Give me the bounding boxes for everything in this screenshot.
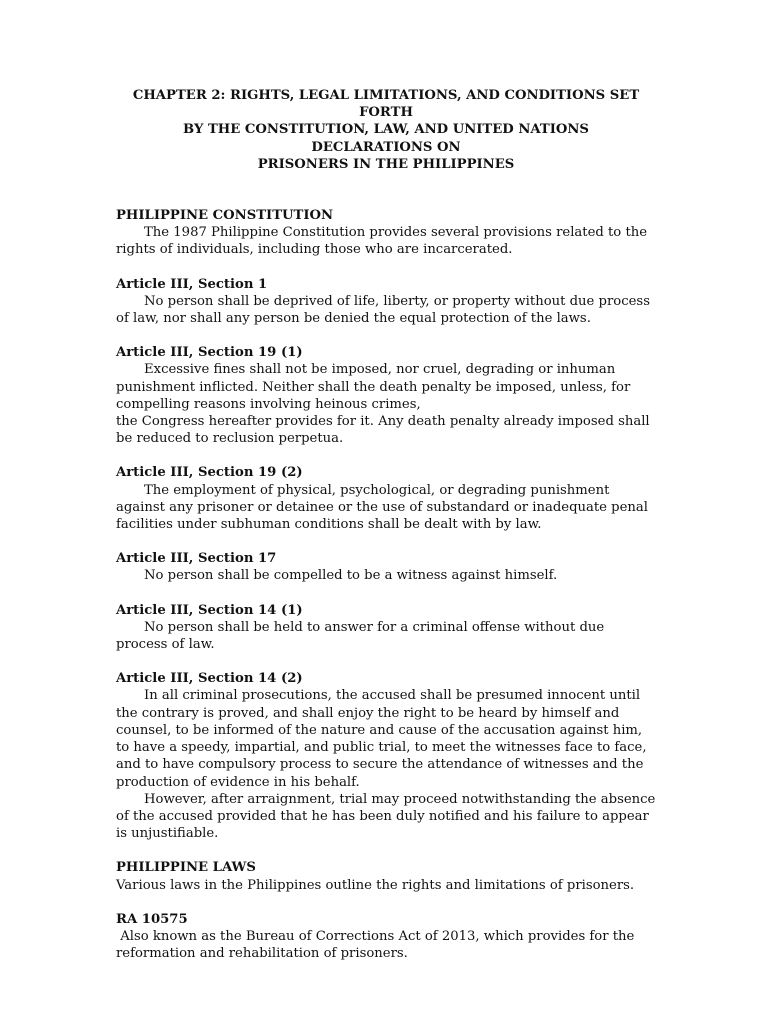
section-heading: Article III, Section 14 (1): [116, 602, 303, 618]
section-heading: PHILIPPINE CONSTITUTION: [116, 208, 334, 224]
section-art3-sec17: [116, 550, 656, 584]
section-text: Various laws in the Philippines outline the rights and limitations of prisoners.: [116, 877, 635, 893]
chapter-title-line: CHAPTER 2: RIGHTS, LEGAL LIMITATIONS, AND CONDITIONS SET FORTH: [132, 88, 640, 121]
section-heading: Article III, Section 19 (1): [116, 345, 303, 361]
section-laws: [116, 859, 656, 893]
section-art3-sec14-2: [116, 670, 656, 842]
section-text: However, after arraignment, trial may proceed notwithstanding the absence of the accused provided that he has been duly notified and his failure to appear is unjustifiable.: [116, 791, 656, 842]
section-text: The 1987 Philippine Constitution provides several provisions related to the rights of individuals, including those who are incarcerated.: [116, 225, 648, 258]
section-art3-sec1: [116, 276, 656, 328]
section-heading: Article III, Section 14 (2): [116, 671, 303, 687]
section-heading: Article III, Section 19 (2): [116, 465, 303, 481]
chapter-title: [116, 87, 656, 173]
section-heading: Article III, Section 1: [116, 276, 268, 292]
section-art3-sec19-2: [116, 464, 656, 533]
section-text: In all criminal prosecutions, the accused shall be presumed innocent until the contrary is proved, and shall enjoy the right to be heard by himself and counsel, to be informed of the nature and cause of the accusation against him, to have a speedy, impartial, and public trial, to meet the witnesses face to face, and to have compulsory process to secure the attendance of witnesses and the production of evidence in his behalf.: [116, 688, 647, 790]
section-heading: PHILIPPINE LAWS: [116, 860, 256, 876]
section-constitution: [116, 207, 656, 259]
section-heading: Article III, Section 17: [116, 551, 277, 567]
section-text: No person shall be compelled to be a witness against himself.: [144, 568, 558, 584]
section-ra10575: [116, 911, 656, 963]
section-text: Excessive fines shall not be imposed, nor cruel, degrading or inhuman punishment inflicted. Neither shall the death penalty be imposed, unless, for compelling reasons involving heinous crimes,: [116, 362, 631, 412]
section-art3-sec19-1: [116, 344, 656, 447]
section-text: The employment of physical, psychological, or degrading punishment against any prisoner or detainee or the use of substandard or inadequate penal facilities under subhuman conditions shall be dealt with by law.: [116, 482, 648, 533]
chapter-title-line: BY THE CONSTITUTION, LAW, AND UNITED NATIONS DECLARATIONS ON: [183, 122, 589, 155]
section-text: No person shall be deprived of life, liberty, or property without due process of law, nor shall any person be denied the equal protection of the laws.: [116, 293, 650, 327]
section-heading: RA 10575: [116, 911, 188, 927]
section-text: Also known as the Bureau of Corrections Act of 2013, which provides for the reformation and rehabilitation of prisoners.: [116, 928, 639, 962]
document-body: [116, 87, 656, 962]
section-text: the Congress hereafter provides for it. Any death penalty already imposed shall be reduced to reclusion perpetua.: [116, 414, 650, 447]
section-text: No person shall be held to answer for a criminal offense without due process of law.: [116, 619, 605, 653]
chapter-title-line: PRISONERS IN THE PHILIPPINES: [257, 156, 515, 172]
section-art3-sec14-1: [116, 602, 656, 654]
